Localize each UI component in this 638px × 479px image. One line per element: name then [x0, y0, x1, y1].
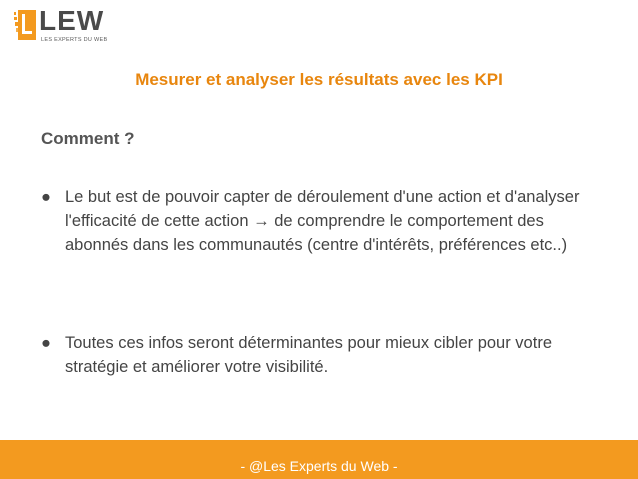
- lew-logo-mark-icon: [14, 8, 36, 44]
- footer-text: - @Les Experts du Web -: [240, 458, 398, 474]
- bullet-text: Toutes ces infos seront déterminantes pour mieux cibler pour votre stratégie et améliorer votre visibilité.: [65, 334, 552, 376]
- slide-title: Mesurer et analyser les résultats avec les KPI: [135, 70, 503, 89]
- footer-bar: [0, 440, 638, 479]
- bullet-text: Le but est de pouvoir capter de déroulement d'une action et d'analyser l'efficacité de cette action → de comprendre le comportement des abonnés dans les communautés (centre d'intérêts, préférences etc..): [65, 188, 580, 254]
- bullet-dot-icon: ●: [41, 188, 51, 206]
- slide-subtitle: Comment ?: [41, 129, 135, 148]
- logo-tagline: LES EXPERTS DU WEB: [41, 37, 108, 43]
- lew-logo: [14, 5, 108, 44]
- bullet-dot-icon: ●: [41, 334, 51, 352]
- logo-wordmark: LEW: [39, 5, 105, 36]
